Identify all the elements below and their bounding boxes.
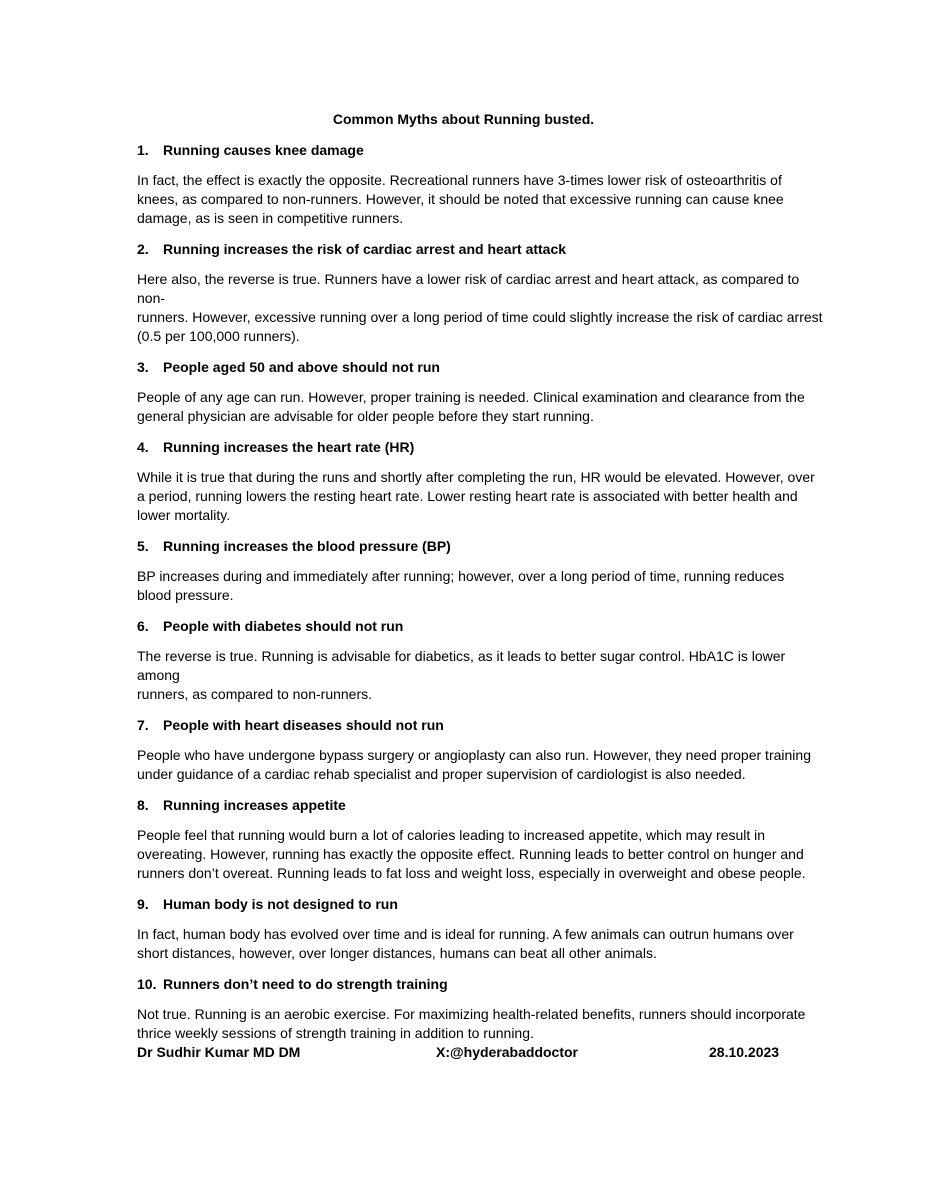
myth-title: People with heart diseases should not run [163,717,444,733]
myth-title: Running increases the blood pressure (BP) [163,538,451,554]
myth-item [137,716,827,784]
myth-number: 4. [137,439,149,455]
myth-number: 3. [137,359,149,375]
document-date: 28.10.2023 [709,1044,780,1060]
myth-item [137,240,827,346]
myth-number: 2. [137,241,149,257]
myth-heading [137,975,827,993]
myth-item [137,895,827,963]
myth-explanation: Not true. Running is an aerobic exercise. For maximizing health-related benefits, runners should incorporate thrice weekly sessions of strength training in addition to running. [137,1006,806,1041]
myth-heading [137,240,827,258]
myth-heading [137,358,827,376]
myth-title: Running causes knee damage [163,142,364,158]
myth-item [137,617,827,704]
myth-explanation: While it is true that during the runs and shortly after completing the run, HR would be elevated. However, over a period, running lowers the resting heart rate. Lower resting heart rate is associated with better health and lower mortality. [137,469,815,523]
myth-title: Runners don’t need to do strength training [163,976,448,992]
myth-heading [137,438,827,456]
social-handle: X:@hyderabaddoctor [436,1044,579,1060]
myth-explanation: In fact, the effect is exactly the opposite. Recreational runners have 3-times lower risk of osteoarthritis of knees, as compared to non-runners. However, it should be noted that excessive running can cause knee damage, as is seen in competitive runners. [137,172,784,226]
myth-title: Running increases the risk of cardiac arrest and heart attack [163,241,567,257]
myth-item [137,358,827,426]
myth-item [137,537,827,605]
myth-number: 6. [137,618,149,634]
myth-heading [137,141,827,159]
myth-number: 9. [137,896,149,912]
myth-item [137,796,827,883]
myths-list [137,141,827,1055]
myth-explanation: The reverse is true. Running is advisable for diabetics, as it leads to better sugar control. HbA1C is lower among runners, as compared to non-runners. [137,648,786,702]
myth-explanation: In fact, human body has evolved over time and is ideal for running. A few animals can outrun humans over short distances, however, over longer distances, humans can beat all other animals. [137,926,794,961]
document-footer [137,1043,827,1061]
myth-heading [137,796,827,814]
myth-explanation: People of any age can run. However, proper training is needed. Clinical examination and clearance from the general physician are advisable for older people before they start running. [137,389,805,424]
myth-item [137,975,827,1043]
myth-explanation: People feel that running would burn a lot of calories leading to increased appetite, which may result in overeating. However, running has exactly the opposite effect. Running leads to better control on hunger and runners don’t overeat. Running leads to fat loss and weight loss, especially in overweight and obese people. [137,827,806,881]
myth-heading [137,895,827,913]
myth-number: 10. [137,976,157,992]
myth-heading [137,537,827,555]
myth-heading [137,617,827,635]
myth-number: 8. [137,797,149,813]
myth-title: People aged 50 and above should not run [163,359,440,375]
myth-heading [137,716,827,734]
myth-item [137,438,827,525]
myth-item [137,141,827,228]
author-name: Dr Sudhir Kumar MD DM [137,1044,301,1060]
myth-title: Running increases appetite [163,797,346,813]
myth-explanation: People who have undergone bypass surgery or angioplasty can also run. However, they need proper training under guidance of a cardiac rehab specialist and proper supervision of cardiologist is also needed. [137,747,811,782]
myth-title: Human body is not designed to run [163,896,398,912]
myth-title: People with diabetes should not run [163,618,404,634]
myth-title: Running increases the heart rate (HR) [163,439,415,455]
myth-number: 7. [137,717,149,733]
document-title: Common Myths about Running busted. [332,111,595,127]
myth-number: 5. [137,538,149,554]
myth-explanation: BP increases during and immediately after running; however, over a long period of time, running reduces blood pressure. [137,568,785,603]
myth-number: 1. [137,142,149,158]
myth-explanation: Here also, the reverse is true. Runners have a lower risk of cardiac arrest and heart attack, as compared to non- runners. However, excessive running over a long period of time could slightly increase the risk of cardiac arrest (0.5 per 100,000 runners). [137,271,823,344]
